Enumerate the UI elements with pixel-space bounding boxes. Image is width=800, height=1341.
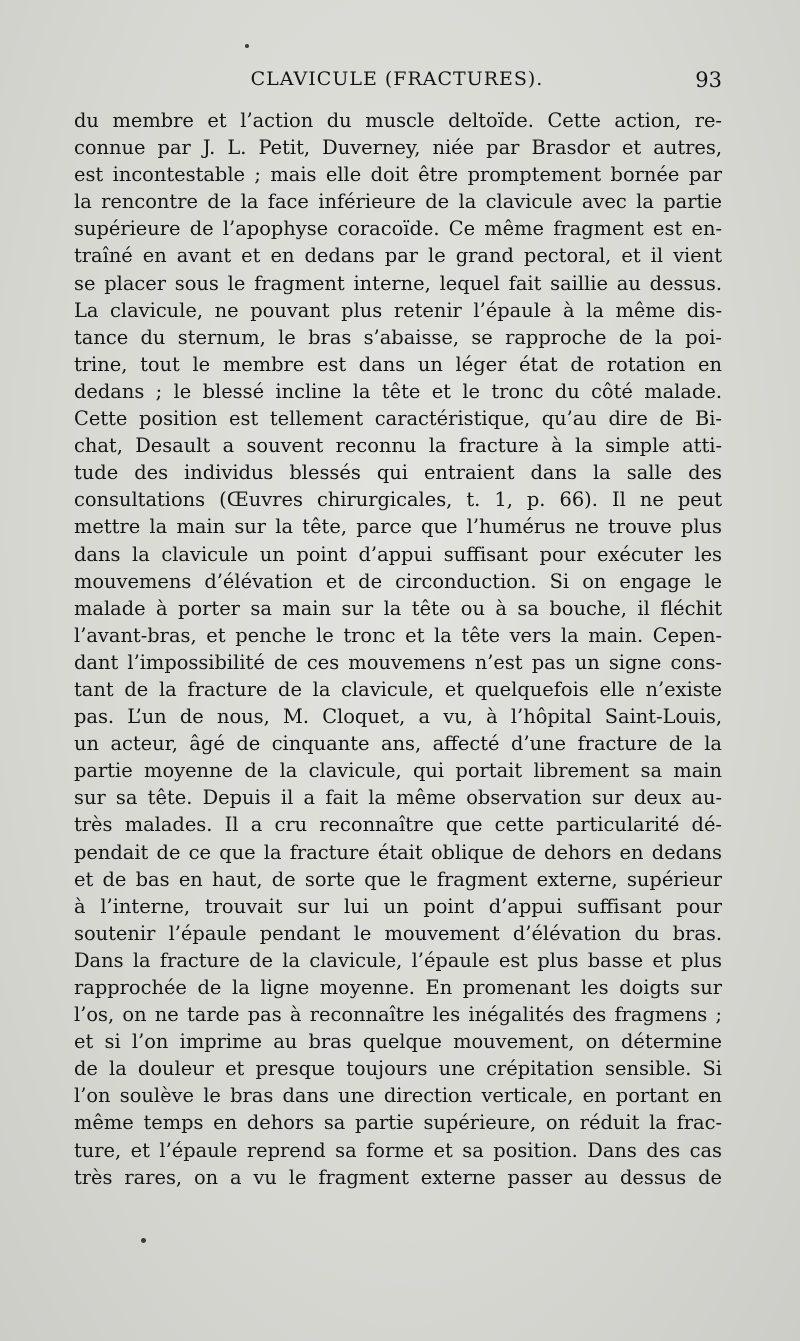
text-line: dans la clavicule un point d’appui suffisant pour exécuter les [74,542,722,566]
text-line: l’os, on ne tarde pas à reconnaître les inégalités des fragmens ; [74,1003,722,1027]
text-line: un acteur, âgé de cinquante ans, affecté d’une fracture de la [74,732,722,756]
ink-speck-mark [141,1238,146,1243]
text-line: ture, et l’épaule reprend sa forme et sa position. Dans des cas [74,1138,722,1162]
text-line: Cette position est tellement caractéristique, qu’au dire de Bi- [74,407,722,431]
text-line: pas. L’un de nous, M. Cloquet, a vu, à l’hôpital Saint-Louis, [74,705,722,729]
text-line: se placer sous le fragment interne, lequel fait saillie au dessus. [74,271,722,295]
text-line: chat, Desault a souvent reconnu la fracture à la simple atti- [74,434,722,458]
text-line: connue par J. L. Petit, Duverney, niée par Brasdor et autres, [74,136,722,160]
text-line: dedans ; le blessé incline la tête et le tronc du côté malade. [74,379,722,403]
text-line: l’on soulève le bras dans une direction verticale, en portant en [74,1084,722,1108]
text-line: est incontestable ; mais elle doit être promptement bornée par [74,163,722,187]
text-line: mouvemens d’élévation et de circonduction. Si on engage le [74,569,722,593]
text-line: partie moyenne de la clavicule, qui portait librement sa main [74,759,722,783]
text-line: du membre et l’action du muscle deltoïde. Cette action, re- [74,109,722,132]
text-line: même temps en dehors sa partie supérieure, on réduit la frac- [74,1111,722,1135]
text-line: Dans la fracture de la clavicule, l’épaule est plus basse et plus [74,948,722,972]
text-line: trine, tout le membre est dans un léger état de rotation en [74,352,722,376]
text-line: soutenir l’épaule pendant le mouvement d’élévation du bras. [74,921,722,945]
text-line: consultations (Œuvres chirurgicales, t. 1, p. 66). Il ne peut [74,488,722,512]
text-line: tude des individus blessés qui entraient dans la salle des [74,461,722,485]
text-line: à l’interne, trouvait sur lui un point d’appui suffisant pour [74,894,722,918]
text-line: La clavicule, ne pouvant plus retenir l’épaule à la même dis- [74,298,722,322]
text-line: l’avant-bras, et penche le tronc et la tête vers la main. Cepen- [74,623,722,647]
text-line: tance du sternum, le bras s’abaisse, se rapproche de la poi- [74,325,722,349]
text-line: sur sa tête. Depuis il a fait la même observation sur deux au- [74,786,722,810]
text-line: et de bas en haut, de sorte que le fragment externe, supérieur [74,867,722,891]
text-line: très malades. Il a cru reconnaître que cette particularité dé- [74,813,722,837]
text-line: tant de la fracture de la clavicule, et quelquefois elle n’existe [74,677,722,701]
text-line: rapprochée de la ligne moyenne. En promenant les doigts sur [74,976,722,999]
text-line: malade à porter sa main sur la tête ou à sa bouche, il fléchit [74,596,722,620]
page-header [72,68,722,102]
page-number: 93 [695,68,722,92]
ink-speck-mark [245,44,249,48]
text-line: mettre la main sur la tête, parce que l’humérus ne trouve plus [74,515,722,539]
text-line: traîné en avant et en dedans par le grand pectoral, et il vient [74,244,722,268]
text-line: et si l’on imprime au bras quelque mouvement, on détermine [74,1030,722,1054]
body-text [74,107,722,1191]
text-line: la rencontre de la face inférieure de la clavicule avec la partie [74,190,722,214]
text-line: dant l’impossibilité de ces mouvemens n’est pas un signe cons- [74,650,722,674]
text-line: très rares, on a vu le fragment externe passer au dessus de [74,1165,722,1189]
text-line: de la douleur et presque toujours une crépitation sensible. Si [74,1057,722,1081]
text-line: supérieure de l’apophyse coracoïde. Ce même fragment est en- [74,217,722,241]
text-line: pendait de ce que la fracture était oblique de dehors en dedans [74,840,722,864]
running-head: CLAVICULE (FRACTURES). [250,68,544,90]
